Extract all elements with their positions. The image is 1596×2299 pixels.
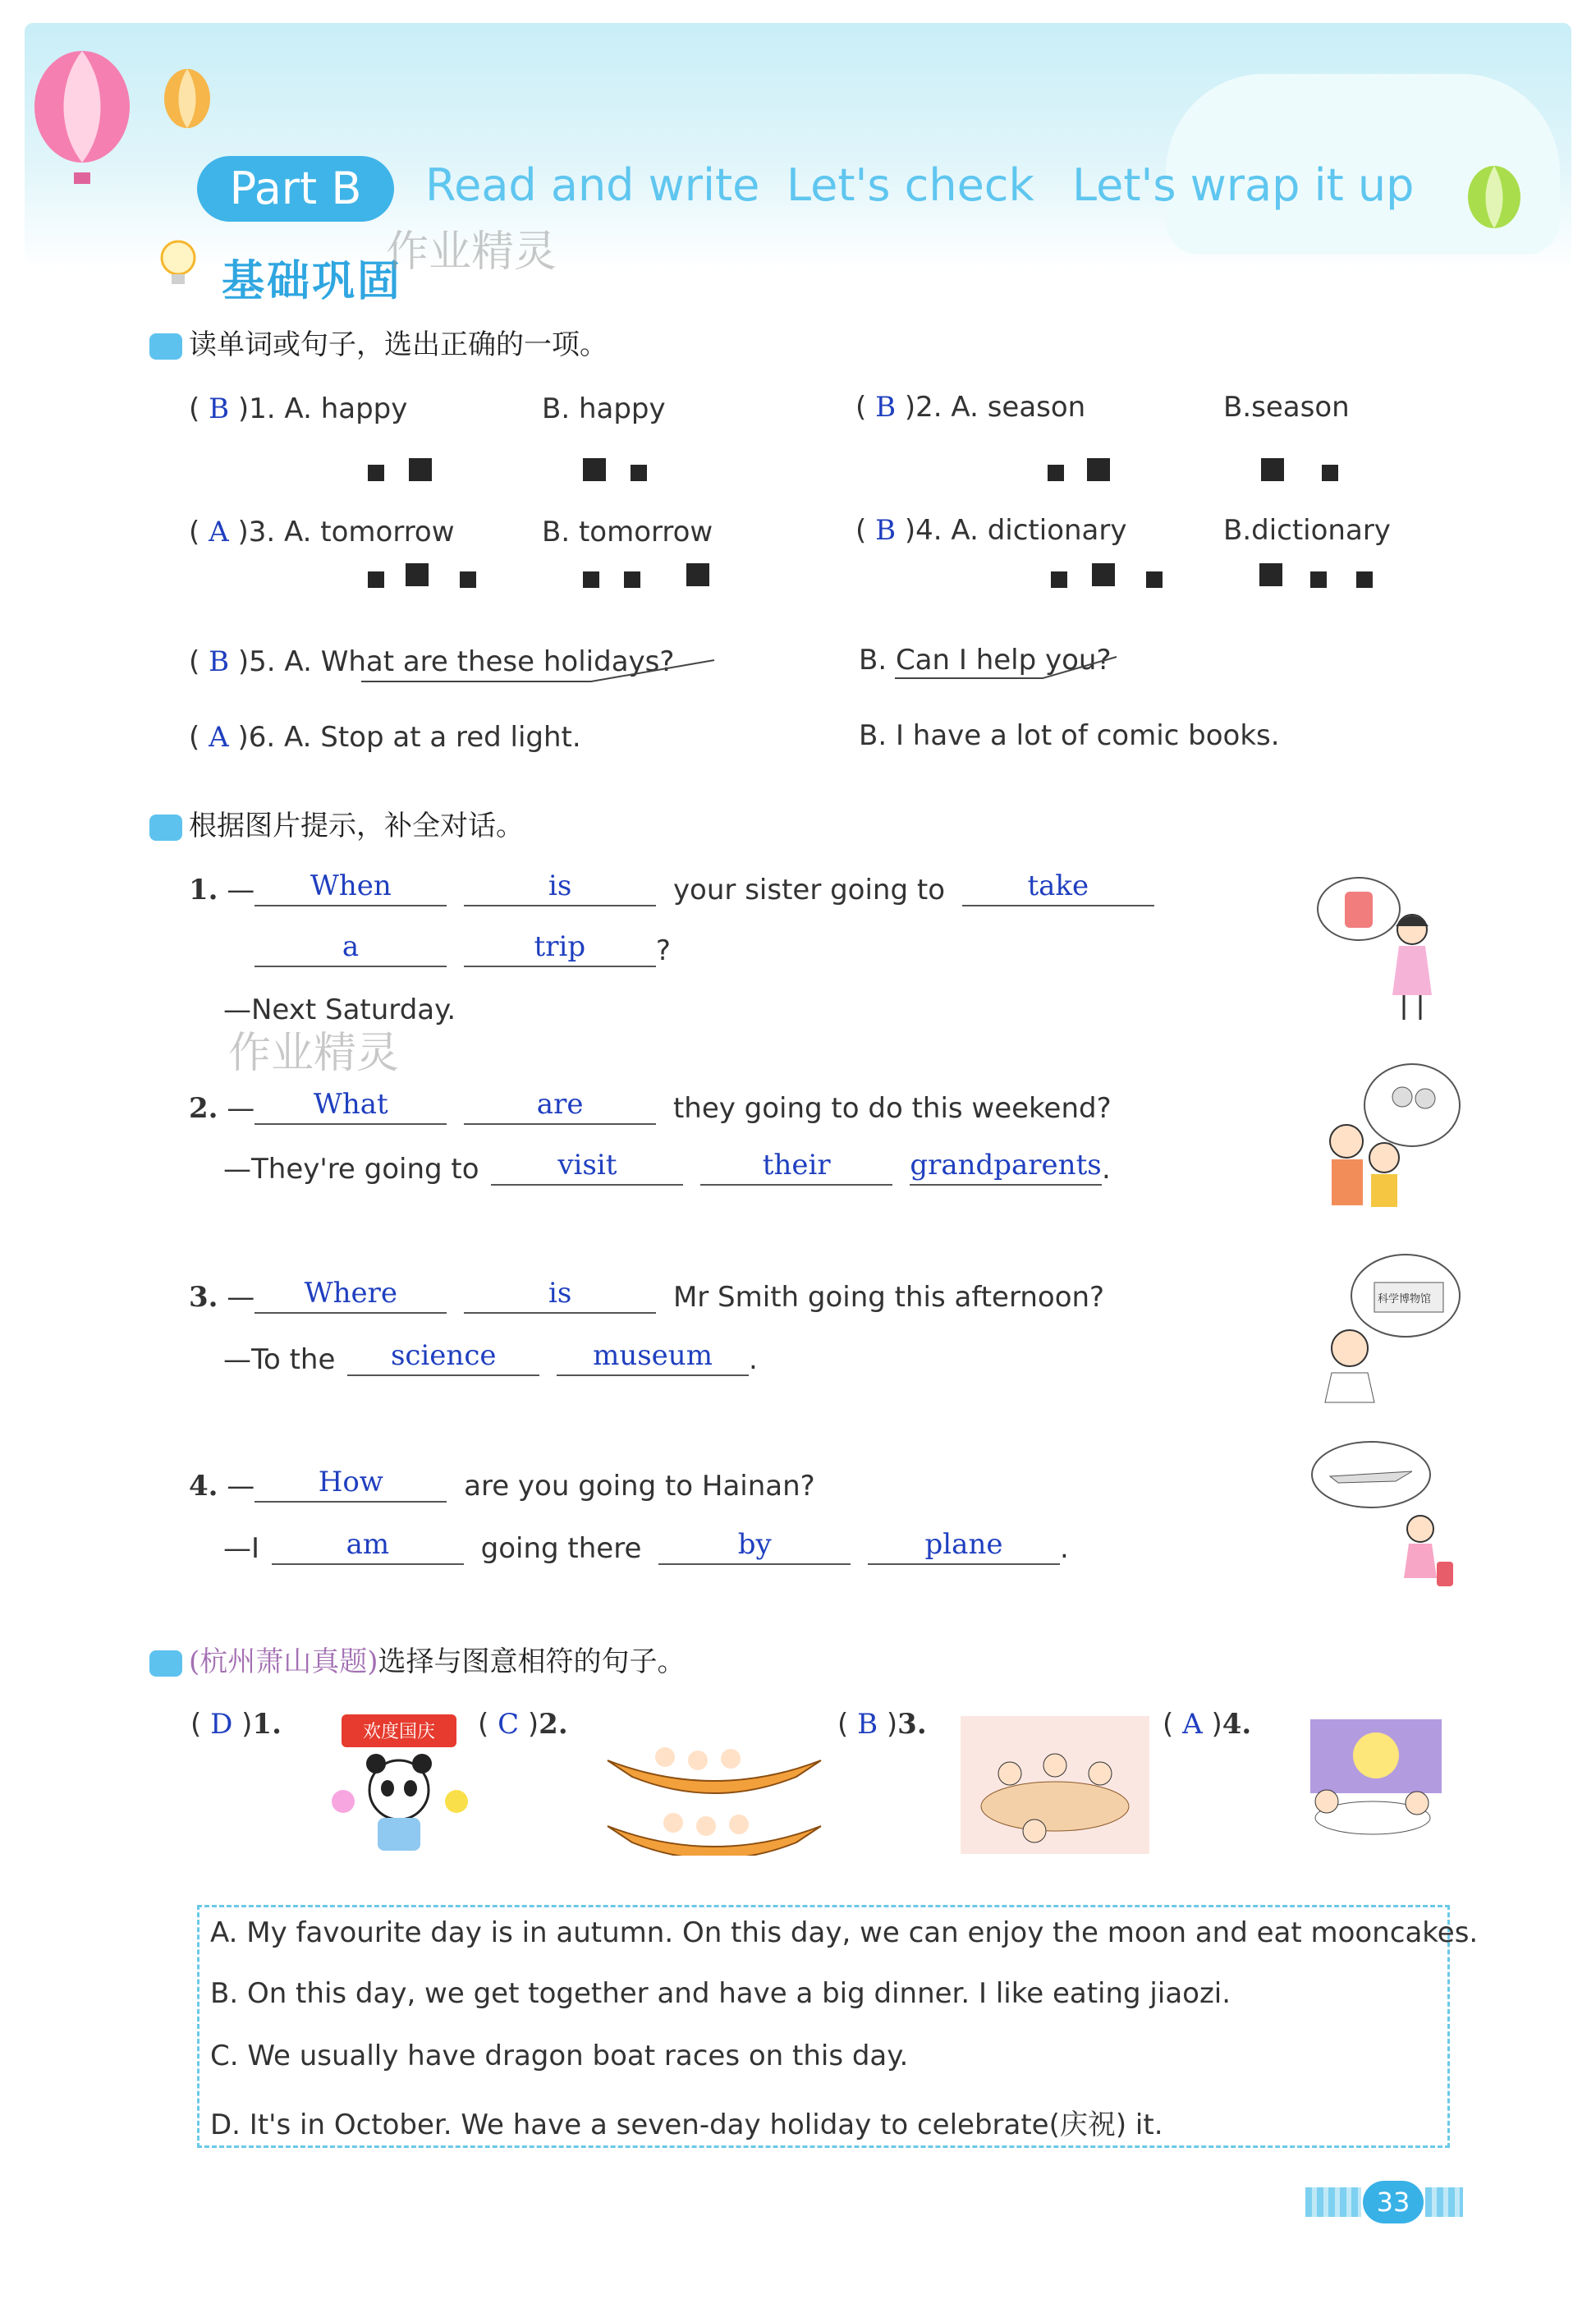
answer-blank: are [536, 1088, 584, 1121]
stress-mark-large [583, 458, 606, 481]
stress-mark-large [1259, 563, 1282, 586]
answer-blank: museum [593, 1339, 713, 1372]
answer-blank: grandparents [910, 1149, 1102, 1182]
s2-q4-line2: —I am going there by plane . [223, 1526, 1069, 1565]
section-1-title: 读单词或句子，选出正确的一项。 [189, 328, 608, 361]
option-d: D. It's in October. We have a seven-day holiday to celebrate(庆祝) it. [210, 2109, 1163, 2141]
balloon-green-icon [1461, 164, 1527, 246]
answer-blank: take [1027, 870, 1089, 902]
s1-q1: ( B )1. A. happy [189, 392, 408, 425]
s2-q3-line1: 3. — Where is Mr Smith going this afternoon? [189, 1274, 1104, 1314]
lightbulb-icon [149, 232, 207, 289]
section-3-title: 选择与图意相符的句子。 [378, 1645, 686, 1678]
page-number-decoration-right [1425, 2187, 1463, 2217]
s3-q2: ( C )2. [478, 1708, 568, 1741]
answer: B [875, 514, 897, 547]
dragon-boat-illustration [599, 1711, 829, 1856]
s1-q5-b: B. Can I help you? [859, 644, 1112, 677]
answer-blank: a [342, 930, 360, 963]
stress-mark-small [460, 571, 476, 588]
s2-q1-line1: 1. — When is your sister going to take [189, 867, 1154, 906]
stress-mark-small [1146, 571, 1163, 588]
section-2-title: 根据图片提示，补全对话。 [189, 810, 524, 842]
answer: A [1182, 1708, 1203, 1741]
panda-national-day-illustration [325, 1711, 473, 1864]
s2-q2-line2: —They're going to visit their grandparents. [223, 1146, 1111, 1186]
s2-q1-line2: a trip ? [255, 928, 671, 967]
answer: A [209, 516, 229, 548]
s3-q4: ( A )4. [1163, 1708, 1252, 1741]
s1-q4: ( B )4. A. dictionary [855, 514, 1127, 547]
watermark: 作业精灵 [228, 1029, 400, 1078]
s1-q2: ( B )2. A. season [855, 391, 1086, 424]
answer-blank: What [313, 1088, 388, 1121]
part-label: Part B [197, 156, 394, 222]
answer: A [209, 721, 229, 754]
s1-q5: ( B )5. A. What are these holidays? [189, 645, 675, 678]
stress-mark-large [409, 458, 432, 481]
s1-q3: ( A )3. A. tomorrow [189, 516, 455, 548]
answer-blank: visit [557, 1149, 617, 1182]
s2-q2-line1: 2. — What are they going to do this weekend? [189, 1085, 1112, 1125]
answer-blank: plane [924, 1528, 1003, 1561]
banner-text: 欢度国庆 [362, 1722, 436, 1742]
answer-blank: is [548, 870, 572, 902]
s3-q3: ( B )3. [837, 1708, 927, 1741]
page-number-decoration-left [1305, 2187, 1361, 2217]
answer: C [498, 1708, 520, 1741]
answer-blank: their [762, 1149, 831, 1182]
intonation-rising-line [895, 652, 1125, 685]
answer: B [875, 391, 897, 424]
answer-blank: science [390, 1339, 497, 1372]
tab-lets-check: Let's check [787, 159, 1034, 211]
answer-blank: is [548, 1277, 572, 1310]
s1-q6: ( A )6. A. Stop at a red light. [189, 721, 581, 754]
s1-q2-b: B.season [1223, 391, 1350, 424]
girl-suitcase-illustration [1314, 872, 1453, 1028]
stress-mark-small [1310, 571, 1327, 588]
section-1-heading [149, 322, 608, 362]
s3-q1: ( D )1. [190, 1708, 282, 1741]
section-2-heading [149, 803, 524, 843]
watermark: 作业精灵 [386, 227, 557, 277]
intonation-rising-line [361, 657, 722, 690]
museum-sign-text: 科学博物馆 [1378, 1293, 1432, 1306]
answer: D [210, 1708, 233, 1741]
tab-read-and-write: Read and write [425, 159, 760, 211]
s1-q4-b: B.dictionary [1223, 514, 1391, 547]
option-c: C. We usually have dragon boat races on this day. [210, 2040, 909, 2072]
museum-thought-illustration [1309, 1250, 1465, 1406]
source-note: (杭州萧山真题) [189, 1645, 378, 1678]
answer-blank: How [318, 1466, 383, 1498]
girl-plane-illustration [1305, 1439, 1461, 1595]
s2-q1-reply: —Next Saturday. [223, 993, 456, 1026]
family-visit-illustration [1314, 1059, 1470, 1215]
answer-blank: Where [304, 1277, 397, 1310]
option-a: A. My favourite day is in autumn. On this day, we can enjoy the moon and eat mooncakes. [210, 1916, 1479, 1949]
section-badge [149, 815, 182, 841]
stress-mark-small [1051, 571, 1067, 588]
answer: B [857, 1708, 878, 1741]
answer-blank: trip [534, 930, 586, 963]
stress-mark-large [686, 563, 709, 586]
s1-q3-b: B. tomorrow [542, 516, 713, 548]
stress-mark-small [1048, 465, 1064, 481]
stress-mark-large [1092, 563, 1115, 586]
stress-mark-small [368, 465, 384, 481]
section-title: 基础巩固 [222, 257, 403, 306]
stress-mark-small [624, 571, 640, 588]
stress-mark-large [1087, 458, 1110, 481]
answer-blank: am [346, 1528, 390, 1561]
answer-blank: by [737, 1528, 772, 1561]
hot-air-balloon-icon [25, 49, 222, 197]
stress-mark-small [1322, 465, 1338, 481]
stress-mark-large [1261, 458, 1284, 481]
stress-mark-large [406, 563, 429, 586]
s1-q1-b: B. happy [542, 392, 666, 425]
tab-lets-wrap-it-up: Let's wrap it up [1072, 159, 1415, 211]
section-3-heading [149, 1639, 686, 1679]
stress-mark-small [631, 465, 647, 481]
section-badge [149, 1650, 182, 1677]
s1-q6-b: B. I have a lot of comic books. [859, 719, 1280, 752]
answer: B [209, 392, 230, 425]
s2-q4-line1: 4. — How are you going to Hainan? [189, 1463, 815, 1503]
stress-mark-small [1356, 571, 1373, 588]
option-b: B. On this day, we get together and have a big dinner. I like eating jiaozi. [210, 1977, 1231, 2010]
mid-autumn-illustration [1294, 1711, 1458, 1856]
stress-mark-small [368, 571, 384, 588]
section-badge [149, 333, 182, 360]
answer-blank: When [310, 870, 392, 902]
answer: B [209, 645, 230, 678]
page-number: 33 [1363, 2181, 1424, 2223]
stress-mark-small [583, 571, 599, 588]
s2-q3-line2: —To the science museum . [223, 1337, 758, 1376]
family-dinner-illustration [961, 1716, 1149, 1854]
